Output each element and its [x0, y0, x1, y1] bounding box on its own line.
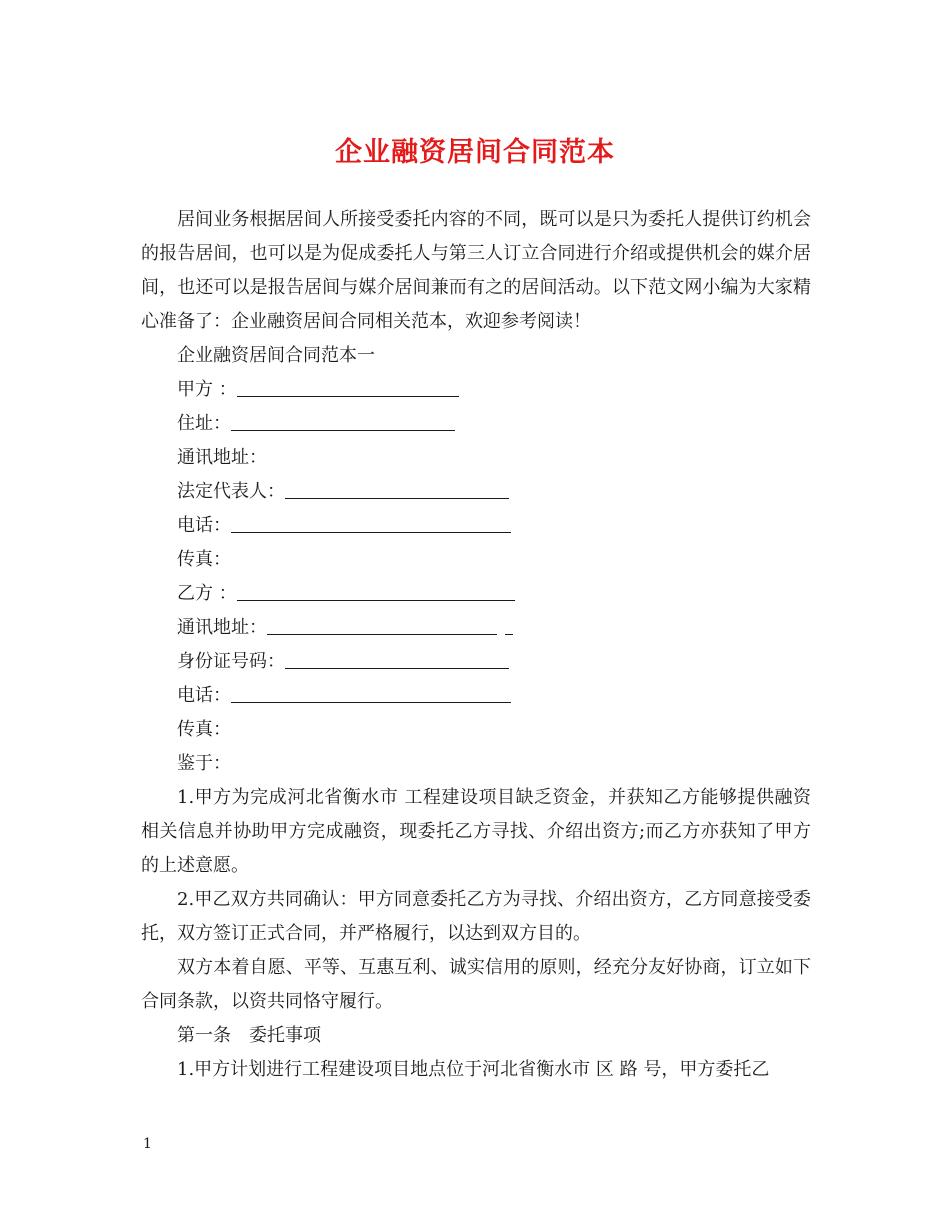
address-blank	[231, 408, 455, 431]
legal-rep-blank	[285, 476, 509, 499]
party-a-blank	[237, 374, 459, 397]
field-id-number	[141, 645, 811, 679]
document-title: 企业融资居间合同范本	[335, 137, 615, 168]
field-party-b	[141, 577, 811, 611]
field-mailing-address-b-label: 通讯地址：	[177, 617, 267, 638]
field-phone-b-label: 电话：	[177, 685, 231, 706]
id-number-blank	[285, 646, 509, 669]
field-phone-a	[141, 509, 811, 543]
whereas-heading: 鉴于：	[177, 753, 231, 774]
mailing-address-b-blank	[267, 612, 497, 635]
field-fax-a	[141, 543, 811, 577]
page-number: 1	[143, 1136, 152, 1152]
section-heading: 企业融资居间合同范本一	[177, 345, 375, 366]
field-fax-b-label: 传真：	[177, 719, 231, 740]
phone-a-blank	[231, 510, 511, 533]
field-phone-b	[141, 679, 811, 713]
article-1-item-1: 1.甲方计划进行工程建设项目地点位于河北省衡水市 区 路 号，甲方委托乙	[177, 1059, 770, 1080]
phone-b-blank	[231, 680, 511, 703]
party-b-blank	[237, 578, 515, 601]
mailing-address-b-extra-blank	[505, 612, 513, 635]
field-party-b-label: 乙方 ：	[177, 583, 237, 604]
field-address-label: 住址：	[177, 413, 231, 434]
field-fax-a-label: 传真：	[177, 549, 231, 570]
field-fax-b	[141, 713, 811, 747]
field-address	[141, 407, 811, 441]
field-party-a-label: 甲方 ：	[177, 379, 237, 400]
field-mailing-address-a-label: 通讯地址：	[177, 447, 267, 468]
field-phone-a-label: 电话：	[177, 515, 231, 536]
document-body	[141, 203, 811, 1087]
field-legal-rep	[141, 475, 811, 509]
clause-2-paragraph: 2.甲乙双方共同确认：甲方同意委托乙方为寻找、介绍出资方，乙方同意接受委托，双方签订正式合同，并严格履行，以达到双方目的。	[141, 889, 811, 944]
field-id-number-label: 身份证号码：	[177, 651, 285, 672]
field-mailing-address-b	[141, 611, 811, 645]
clause-1-paragraph: 1.甲方为完成河北省衡水市 工程建设项目缺乏资金，并获知乙方能够提供融资相关信息并协助甲方完成融资，现委托乙方寻找、介绍出资方;而乙方亦获知了甲方的上述意愿。	[141, 787, 811, 876]
field-mailing-address-a	[141, 441, 811, 475]
article-1-heading: 第一条 委托事项	[177, 1025, 321, 1046]
principles-paragraph: 双方本着自愿、平等、互惠互利、诚实信用的原则，经充分友好协商，订立如下合同条款，以资共同恪守履行。	[141, 957, 811, 1012]
field-legal-rep-label: 法定代表人：	[177, 481, 285, 502]
intro-paragraph: 居间业务根据居间人所接受委托内容的不同，既可以是只为委托人提供订约机会的报告居间，也可以是为促成委托人与第三人订立合同进行介绍或提供机会的媒介居间，也还可以是报告居间与媒介居间兼而有之的居间活动。以下范文网小编为大家精心准备了：企业融资居间合同相关范本，欢迎参考阅读！	[141, 209, 811, 332]
field-party-a	[141, 373, 811, 407]
